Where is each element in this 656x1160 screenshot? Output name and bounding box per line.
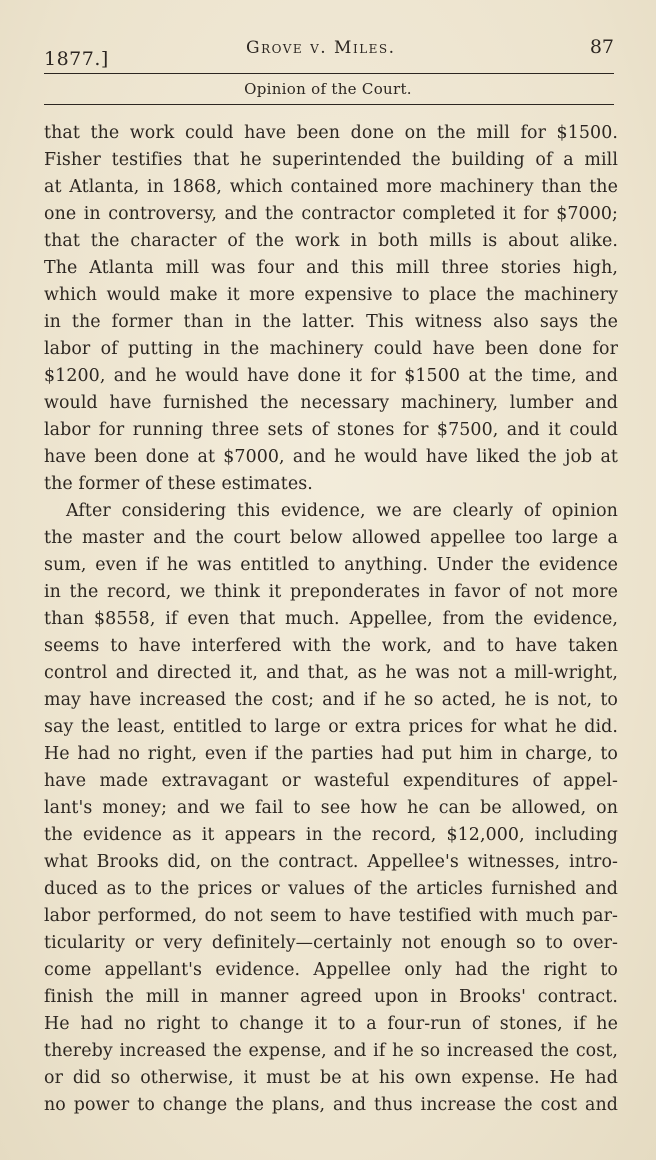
text-line: come appellant's evidence. Appellee only had the right to xyxy=(44,960,618,980)
text-line: or did so otherwise, it must be at his own expense. He had xyxy=(44,1068,618,1088)
text-line: in the record, we think it preponderates in favor of not more xyxy=(44,582,618,602)
text-line: He had no right to change it to a four-run of stones, if he xyxy=(44,1014,618,1034)
text-line: seems to have interfered with the work, and to have taken xyxy=(44,636,618,656)
text-line: $1200, and he would have done it for $1500 at the time, and xyxy=(44,366,618,386)
opinion-text xyxy=(44,120,618,1119)
text-line: at Atlanta, in 1868, which contained more machinery than the xyxy=(44,177,618,197)
text-line: one in controversy, and the contractor completed it for $7000; xyxy=(44,204,618,224)
text-line: that the work could have been done on the mill for $1500. xyxy=(44,123,618,143)
text-line: the evidence as it appears in the record, $12,000, including xyxy=(44,825,618,845)
text-line: thereby increased the expense, and if he so increased the cost, xyxy=(44,1041,618,1061)
text-line: Fisher testifies that he superintended the building of a mill xyxy=(44,150,618,170)
section-heading: Opinion of the Court. xyxy=(244,80,412,98)
text-line: ticularity or very definitely—certainly not enough so to over- xyxy=(44,933,618,953)
text-line: The Atlanta mill was four and this mill three stories high, xyxy=(44,258,618,278)
header-rule-bottom xyxy=(44,104,614,105)
text-line: sum, even if he was entitled to anything. Under the evidence xyxy=(44,555,618,575)
text-line: He had no right, even if the parties had put him in charge, to xyxy=(44,744,618,764)
text-line: the former of these estimates. xyxy=(44,474,313,494)
text-line: lant's money; and we fail to see how he can be allowed, on xyxy=(44,798,618,818)
text-line: control and directed it, and that, as he was not a mill-wright, xyxy=(44,663,618,683)
running-head xyxy=(44,36,614,70)
text-line: say the least, entitled to large or extra prices for what he did. xyxy=(44,717,618,737)
text-line: have made extravagant or wasteful expenditures of appel- xyxy=(44,771,618,791)
text-line: have been done at $7000, and he would have liked the job at xyxy=(44,447,618,467)
text-line: labor of putting in the machinery could have been done for xyxy=(44,339,618,359)
text-line: which would make it more expensive to place the machinery xyxy=(44,285,618,305)
text-line: the master and the court below allowed appellee too large a xyxy=(44,528,618,548)
text-line: finish the mill in manner agreed upon in Brooks' contract. xyxy=(44,987,618,1007)
text-line: in the former than in the latter. This witness also says the xyxy=(44,312,618,332)
text-line: labor performed, do not seem to have testified with much par- xyxy=(44,906,618,926)
header-rule-top xyxy=(44,73,614,74)
case-title: Grove v. Miles. xyxy=(246,38,396,58)
text-line: may have increased the cost; and if he so acted, he is not, to xyxy=(44,690,618,710)
text-line: labor for running three sets of stones for $7500, and it could xyxy=(44,420,618,440)
text-line: what Brooks did, on the contract. Appellee's witnesses, intro- xyxy=(44,852,618,872)
text-line: no power to change the plans, and thus increase the cost and xyxy=(44,1095,618,1115)
page-number: 87 xyxy=(589,36,614,58)
text-line: After considering this evidence, we are clearly of opinion xyxy=(66,501,618,521)
text-line: would have furnished the necessary machinery, lumber and xyxy=(44,393,618,413)
year-label: 1877.] xyxy=(44,48,109,70)
text-line: that the character of the work in both mills is about alike. xyxy=(44,231,618,251)
text-line: than $8558, if even that much. Appellee, from the evidence, xyxy=(44,609,618,629)
text-line: duced as to the prices or values of the articles furnished and xyxy=(44,879,618,899)
